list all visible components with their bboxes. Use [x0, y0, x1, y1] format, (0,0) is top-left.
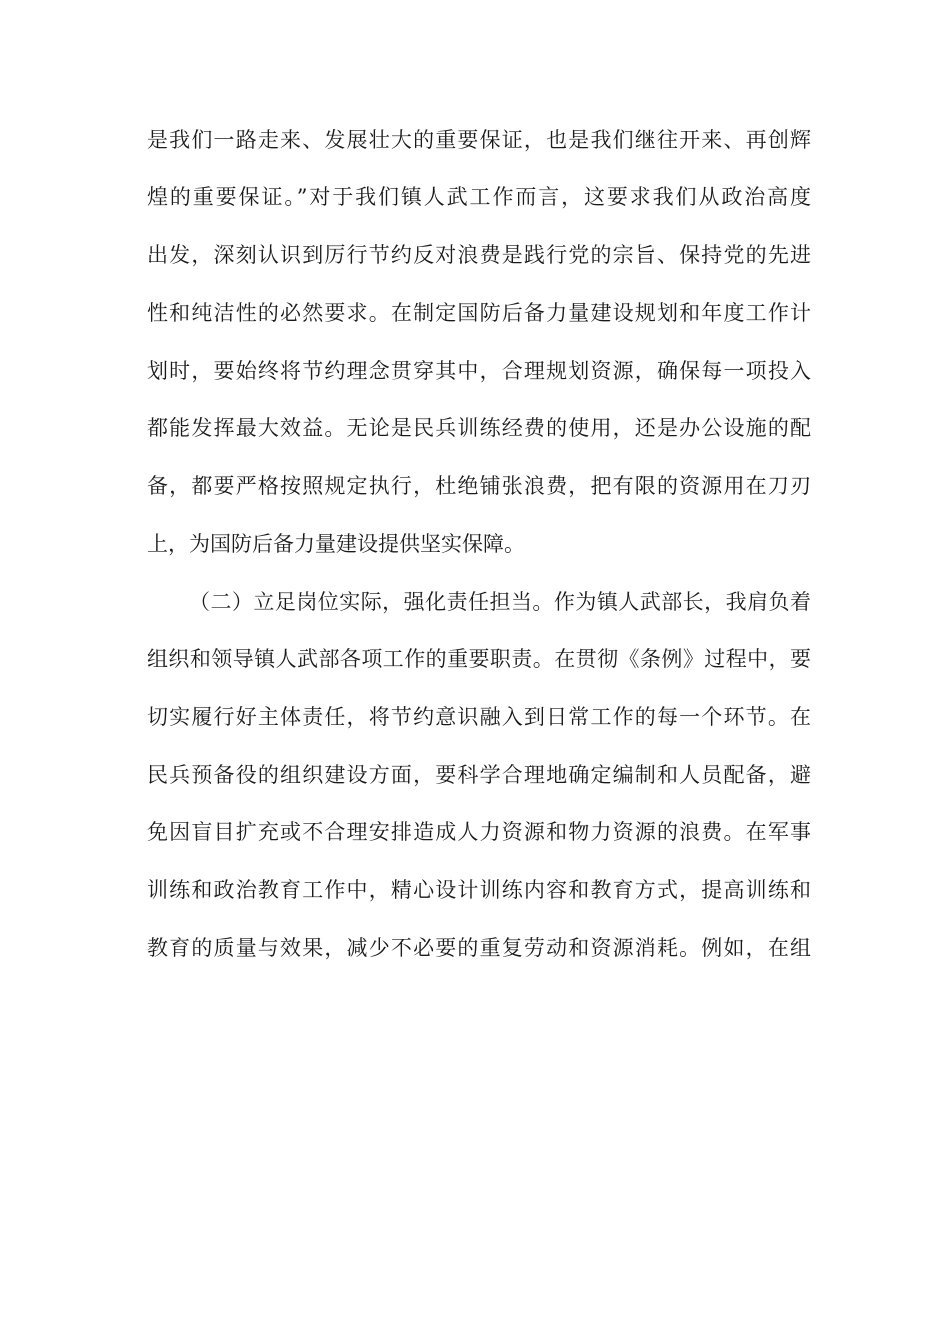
body-text-line: 划时，要始终将节约理念贯穿其中，合理规划资源，确保每一项投入	[147, 359, 811, 383]
body-text-line: 上，为国防后备力量建设提供坚实保障。	[147, 532, 525, 556]
body-text-line: 切实履行好主体责任，将节约意识融入到日常工作的每一个环节。在	[147, 705, 811, 729]
body-text-line: 都能发挥最大效益。无论是民兵训练经费的使用，还是办公设施的配	[147, 416, 811, 440]
body-text-line: 免因盲目扩充或不合理安排造成人力资源和物力资源的浪费。在军事	[147, 820, 811, 844]
body-text-line: 组织和领导镇人武部各项工作的重要职责。在贯彻《条例》过程中，要	[147, 647, 811, 671]
body-text-line: 训练和政治教育工作中，精心设计训练内容和教育方式，提高训练和	[147, 878, 811, 902]
body-text-line: 备，都要严格按照规定执行，杜绝铺张浪费，把有限的资源用在刀刃	[147, 474, 811, 498]
body-text-line: 民兵预备役的组织建设方面，要科学合理地确定编制和人员配备，避	[147, 763, 811, 787]
body-text-line: 性和纯洁性的必然要求。在制定国防后备力量建设规划和年度工作计	[147, 301, 811, 325]
body-text-line: 出发，深刻认识到厉行节约反对浪费是践行党的宗旨、保持党的先进	[147, 243, 811, 267]
body-text-line: 是我们一路走来、发展壮大的重要保证，也是我们继往开来、再创辉	[147, 128, 811, 152]
section-heading-line: （二）立足岗位实际，强化责任担当。作为镇人武部长，我肩负着	[189, 590, 811, 614]
body-text-line: 煌的重要保证。”对于我们镇人武工作而言，这要求我们从政治高度	[147, 185, 811, 209]
body-text-line: 教育的质量与效果，减少不必要的重复劳动和资源消耗。例如，在组	[147, 936, 811, 960]
